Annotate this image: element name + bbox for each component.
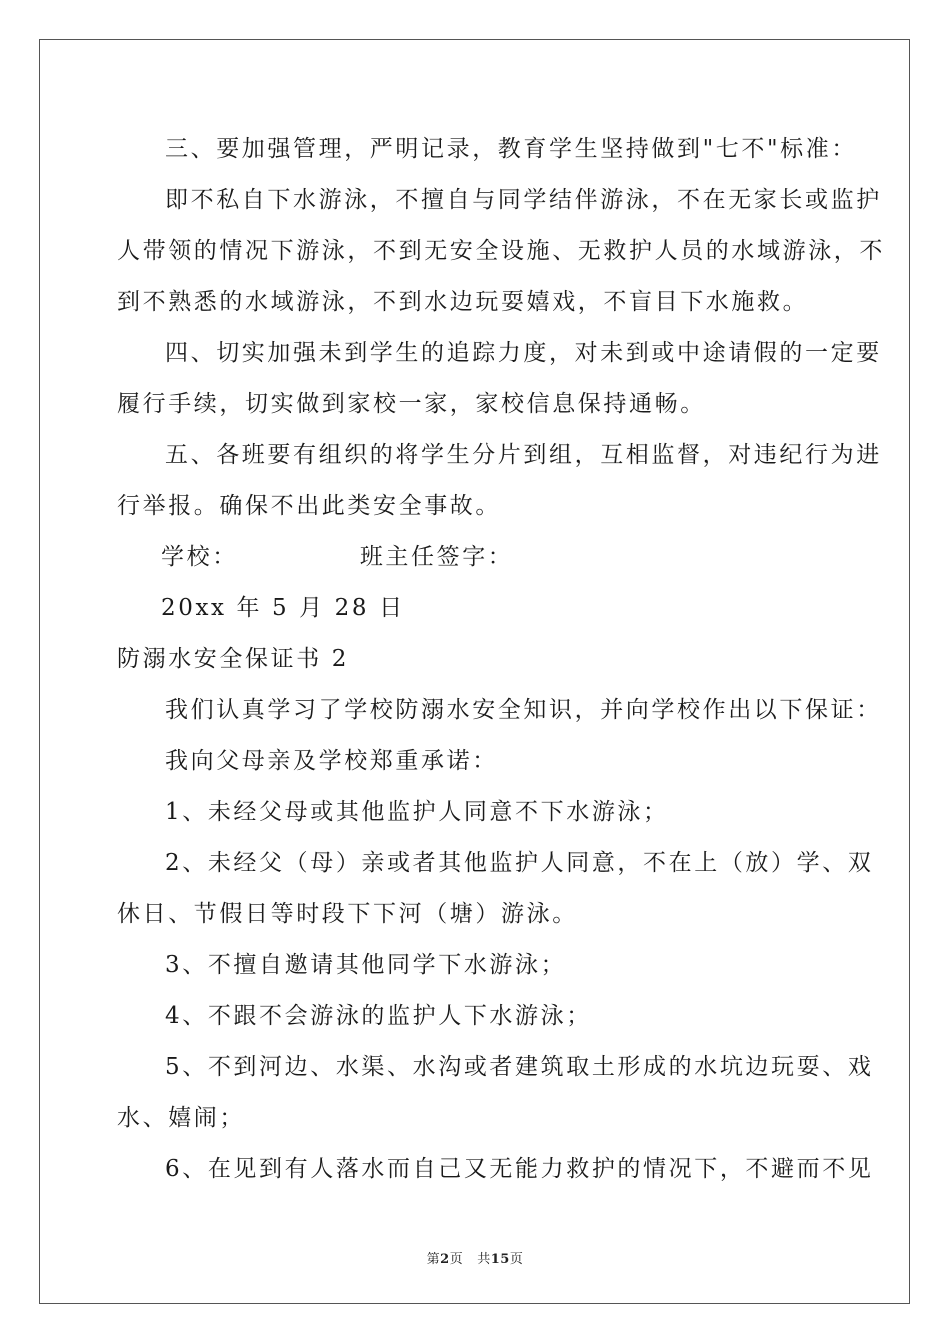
paragraph-line: 人带领的情况下游泳，不到无安全设施、无救护人员的水域游泳，不 (117, 238, 885, 264)
paragraph-line: 四、切实加强未到学生的追踪力度，对未到或中途请假的一定要 (165, 340, 882, 366)
date-line: 20xx 年 5 月 28 日 (161, 595, 405, 621)
paragraph-line: 五、各班要有组织的将学生分片到组，互相监督，对违纪行为进 (165, 442, 882, 468)
list-item-continuation: 休日、节假日等时段下下河（塘）游泳。 (117, 901, 578, 927)
paragraph-line: 履行手续，切实做到家校一家，家校信息保持通畅。 (117, 391, 706, 417)
footer-prefix: 第 (426, 1252, 441, 1267)
total-pages-number: 15 (490, 1252, 510, 1267)
list-item: 2、未经父（母）亲或者其他监护人同意，不在上（放）学、双 (165, 850, 874, 876)
footer-page-unit: 页 (449, 1252, 464, 1267)
list-item: 6、在见到有人落水而自己又无能力救护的情况下，不避而不见 (165, 1156, 874, 1182)
list-item: 4、不跟不会游泳的监护人下水游泳； (165, 1003, 592, 1029)
paragraph-line: 我向父母亲及学校郑重承诺： (165, 748, 498, 774)
section-title: 防溺水安全保证书 2 (117, 646, 349, 672)
current-page-number: 2 (440, 1252, 450, 1267)
footer-total-unit: 页 (509, 1252, 524, 1267)
school-label: 学校： (161, 544, 238, 570)
page-footer (0, 1248, 950, 1267)
paragraph-line: 三、要加强管理，严明记录，教育学生坚持做到"七不"标准： (165, 136, 857, 162)
list-item: 1、未经父母或其他监护人同意不下水游泳； (165, 799, 669, 825)
paragraph-line: 到不熟悉的水域游泳，不到水边玩耍嬉戏，不盲目下水施救。 (117, 289, 809, 315)
paragraph-line: 我们认真学习了学校防溺水安全知识，并向学校作出以下保证： (165, 697, 882, 723)
list-item: 3、不擅自邀请其他同学下水游泳； (165, 952, 567, 978)
paragraph-line: 行举报。确保不出此类安全事故。 (117, 493, 501, 519)
list-item: 5、不到河边、水渠、水沟或者建筑取土形成的水坑边玩耍、戏 (165, 1054, 874, 1080)
document-body (117, 124, 885, 1195)
list-item-continuation: 水、嬉闹； (117, 1105, 245, 1131)
paragraph-line: 即不私自下水游泳，不擅自与同学结伴游泳，不在无家长或监护 (165, 187, 882, 213)
teacher-signature-label: 班主任签字： (359, 544, 514, 570)
signature-line (117, 532, 837, 583)
footer-total-prefix: 共 (477, 1252, 491, 1267)
